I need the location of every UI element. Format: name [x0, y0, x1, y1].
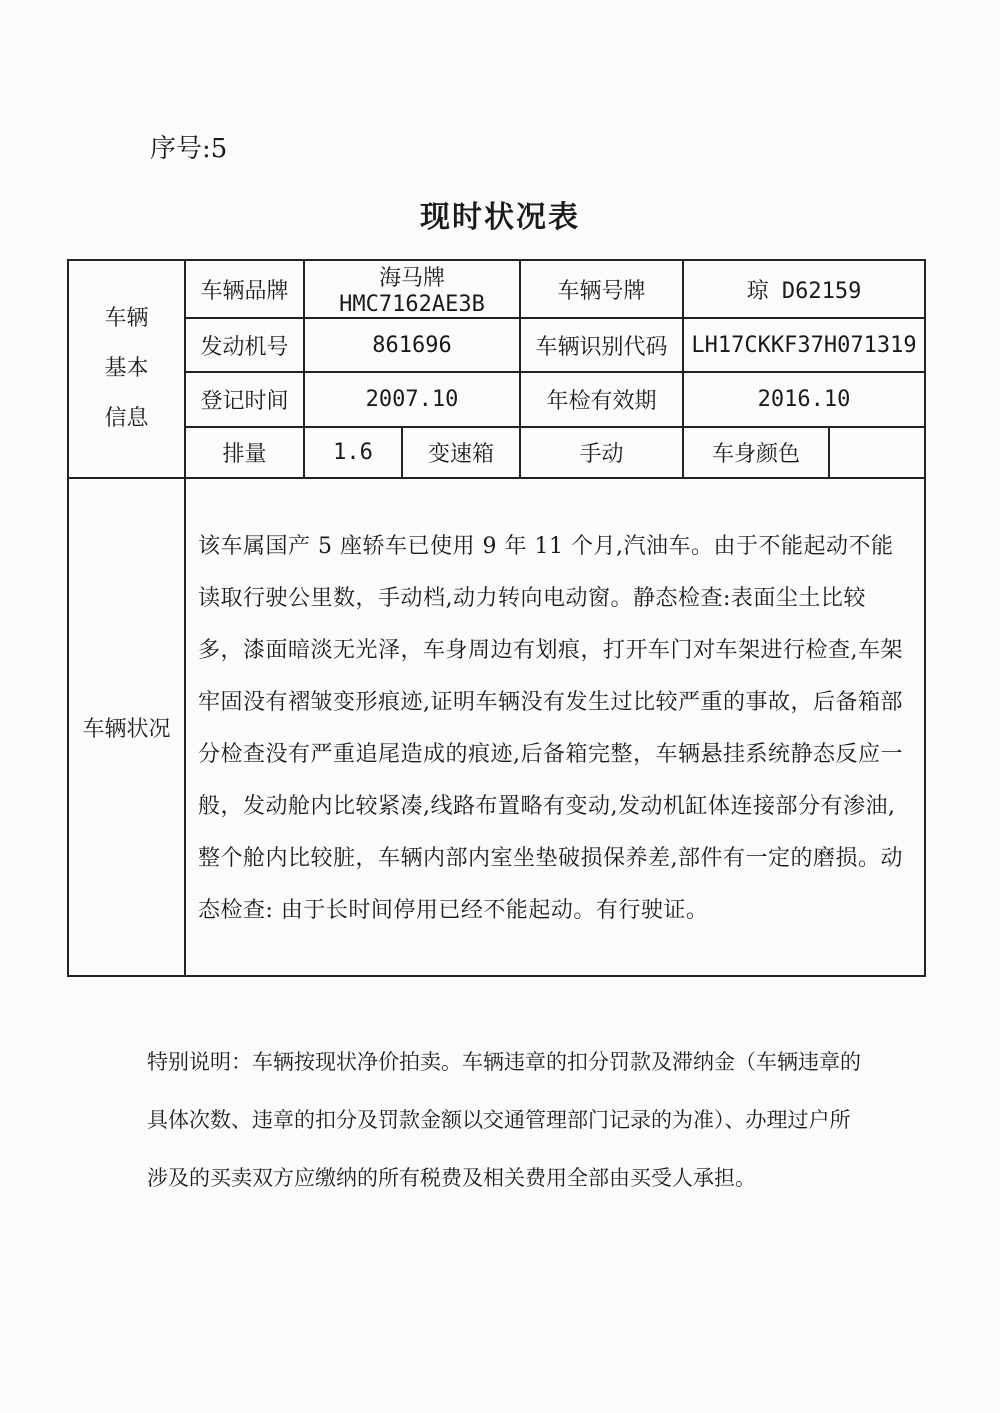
body-color-value — [829, 427, 925, 478]
sequence-number: 序号:5 — [150, 134, 228, 164]
brand-value: 海马牌 HMC7162AE3B — [304, 260, 520, 318]
brand-label: 车辆品牌 — [185, 260, 304, 318]
vin-label: 车辆识别代码 — [520, 318, 683, 372]
plate-label: 车辆号牌 — [520, 260, 683, 318]
vehicle-status-table — [67, 259, 926, 977]
page-title: 现时状况表 — [420, 200, 580, 235]
special-note: 特别说明：车辆按现状净价拍卖。车辆违章的扣分罚款及滞纳金（车辆违章的具体次数、违章的扣分及罚款金额以交通管理部门记录的为准）、办理过户所涉及的买卖双方应缴纳的所有税费及相关费用全部由买受人承担。 — [147, 1050, 861, 1190]
status-description: 该车属国产 5 座轿车已使用 9 年 11 个月,汽油车。由于不能起动不能读取行驶公里数，手动档,动力转向电动窗。静态检查:表面尘土比较多，漆面暗淡无光泽，车身周边有划痕，打开车门对车架进行检查,车架牢固没有褶皱变形痕迹,证明车辆没有发生过比较严重的事故，后备箱部分检查没有严重追尾造成的痕迹,后备箱完整，车辆悬挂系统静态反应一般，发动舱内比较紧凑,线路布置略有变动,发动机缸体连接部分有渗油,整个舱内比较脏，车辆内部内室坐垫破损保养差,部件有一定的磨损。动态检查: 由于长时间停用已经不能起动。有行驶证。 — [185, 478, 925, 976]
engine-label: 发动机号 — [185, 318, 304, 372]
basic-info-section-label: 车辆 基本 信息 — [68, 260, 185, 478]
gearbox-label: 变速箱 — [402, 427, 520, 478]
displacement-value: 1.6 — [304, 427, 402, 478]
engine-value: 861696 — [304, 318, 520, 372]
inspection-label: 年检有效期 — [520, 372, 683, 427]
plate-value: 琼 D62159 — [683, 260, 925, 318]
registration-value: 2007.10 — [304, 372, 520, 427]
registration-label: 登记时间 — [185, 372, 304, 427]
vin-value: LH17CKKF37H071319 — [683, 318, 925, 372]
status-label: 车辆状况 — [68, 478, 185, 976]
gearbox-value: 手动 — [520, 427, 683, 478]
body-color-label: 车身颜色 — [683, 427, 829, 478]
inspection-value: 2016.10 — [683, 372, 925, 427]
displacement-label: 排量 — [185, 427, 304, 478]
